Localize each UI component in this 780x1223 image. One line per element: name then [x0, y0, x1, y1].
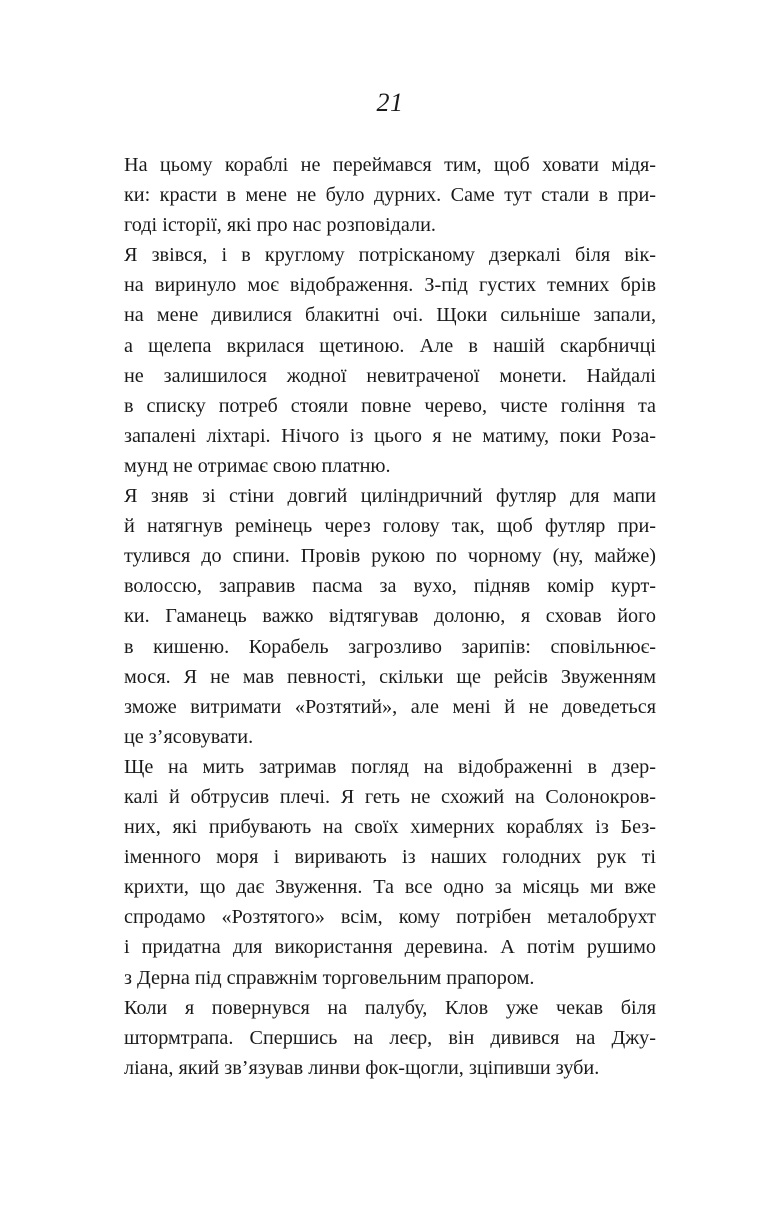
text-line: Я звівся, і в круглому потрісканому дзеркалі біля вік- [124, 244, 656, 267]
text-line: крихти, що дає Звуження. Та все одно за місяць ми вже [124, 876, 656, 899]
text-line: ки: красти в мене не було дурних. Саме тут стали в при- [124, 184, 656, 207]
text-line: в кишеню. Корабель загрозливо зарипів: сповільнює- [124, 635, 656, 658]
text-line: мося. Я не мав певності, скільки ще рейсів Звуженням [124, 665, 656, 688]
text-line: не залишилося жодної невитраченої монети. Найдалі [124, 364, 656, 387]
text-line: тулився до спини. Провів рукою по чорному (ну, майже) [124, 545, 656, 568]
paragraph [96, 150, 656, 240]
text-line: штормтрапа. Спершись на леєр, він дивився на Джу- [124, 1026, 656, 1049]
text-line: а щелепа вкрилася щетиною. Але в нашій скарбничці [124, 334, 656, 357]
text-line: Коли я повернувся на палубу, Клов уже чекав біля [124, 996, 656, 1019]
paragraph [96, 993, 656, 1083]
text-line: годі історії, які про нас розповідали. [124, 214, 436, 237]
text-line: й натягнув ремінець через голову так, щоб футляр при- [124, 515, 656, 538]
text-line: волоссю, заправив пасма за вухо, підняв комір курт- [124, 575, 656, 598]
body-text-block [96, 150, 656, 1083]
text-line: на виринуло моє відображення. З-під густих темних брів [124, 274, 656, 297]
text-line: калі й обтрусив плечі. Я геть не схожий на Солонокров- [124, 785, 656, 808]
paragraph [96, 481, 656, 752]
text-line: них, які прибувають на своїх химерних кораблях із Без- [124, 816, 656, 839]
text-line: ліана, який зв’язував линви фок-щогли, зціпивши зуби. [124, 1056, 600, 1079]
text-line: це з’ясовувати. [124, 725, 254, 748]
page-number: 21 [376, 88, 404, 117]
text-line: Ще на мить затримав погляд на відображенні в дзер- [124, 755, 656, 778]
text-line: ки. Гаманець важко відтягував долоню, я сховав його [124, 605, 656, 628]
text-line: спродамо «Розтятого» всім, кому потрібен металобрухт [124, 906, 656, 929]
text-line: запалені ліхтарі. Нічого із цього я не матиму, поки Роза- [124, 424, 656, 447]
text-line: на мене дивилися блакитні очі. Щоки сильніше запали, [124, 304, 656, 327]
paragraph [96, 752, 656, 993]
text-line: На цьому кораблі не переймався тим, щоб ховати мідя- [124, 154, 656, 176]
text-line: зможе витримати «Розтятий», але мені й не доведеться [124, 695, 656, 718]
text-line: мунд не отримає свою платню. [124, 454, 391, 477]
text-line: з Дерна під справжнім торговельним прапором. [124, 966, 535, 989]
text-line: іменного моря і виривають із наших голодних рук ті [124, 846, 656, 869]
text-line: і придатна для використання деревина. А потім рушимо [124, 936, 656, 959]
text-line: Я зняв зі стіни довгий циліндричний футляр для мапи [124, 485, 656, 508]
text-line: в списку потреб стояли повне черево, чисте гоління та [124, 394, 656, 417]
paragraph [96, 240, 656, 481]
